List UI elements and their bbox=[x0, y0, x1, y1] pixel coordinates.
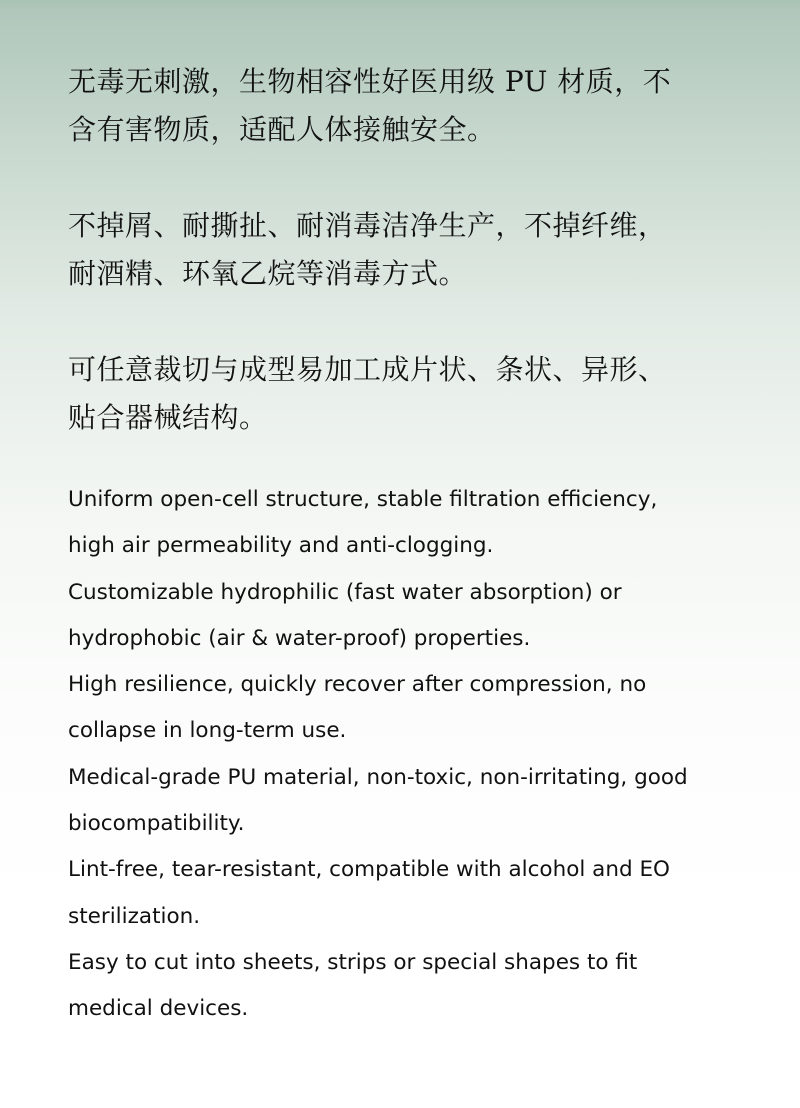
chinese-paragraph-durability bbox=[68, 202, 708, 298]
top-gradient-strip bbox=[0, 0, 800, 10]
english-line: medical devices. bbox=[68, 996, 249, 1022]
chinese-line: 贴合器械结构。 bbox=[68, 401, 268, 434]
english-line: High resilience, quickly recover after compression, no bbox=[68, 672, 647, 698]
chinese-line: 耐酒精、环氧乙烷等消毒方式。 bbox=[68, 257, 468, 290]
english-line: hydrophobic (air & water-proof) properties. bbox=[68, 625, 531, 651]
english-line: collapse in long-term use. bbox=[68, 718, 347, 744]
english-feature-list bbox=[68, 477, 758, 1033]
english-line: sterilization. bbox=[68, 903, 201, 929]
english-line: Medical-grade PU material, non-toxic, non-irritating, good bbox=[68, 764, 688, 790]
chinese-line: 含有害物质，适配人体接触安全。 bbox=[68, 113, 496, 146]
chinese-line: 可任意裁切与成型易加工成片状、条状、异形、 bbox=[68, 353, 667, 386]
english-line: Uniform open-cell structure, stable filtration efficiency, bbox=[68, 487, 658, 512]
chinese-line: 无毒无刺激，生物相容性好医用级 PU 材质，不 bbox=[68, 65, 672, 98]
chinese-paragraph-processing bbox=[68, 346, 708, 442]
chinese-line: 不掉屑、耐撕扯、耐消毒洁净生产，不掉纤维， bbox=[68, 209, 667, 242]
english-line: Customizable hydrophilic (fast water absorption) or bbox=[68, 579, 622, 605]
english-line: Lint-free, tear-resistant, compatible with alcohol and EO bbox=[68, 857, 670, 883]
chinese-paragraph-safety bbox=[68, 58, 708, 154]
english-line: biocompatibility. bbox=[68, 811, 245, 837]
english-line: high air permeability and anti-clogging. bbox=[68, 533, 494, 559]
english-line: Easy to cut into sheets, strips or special shapes to fit bbox=[68, 949, 638, 975]
